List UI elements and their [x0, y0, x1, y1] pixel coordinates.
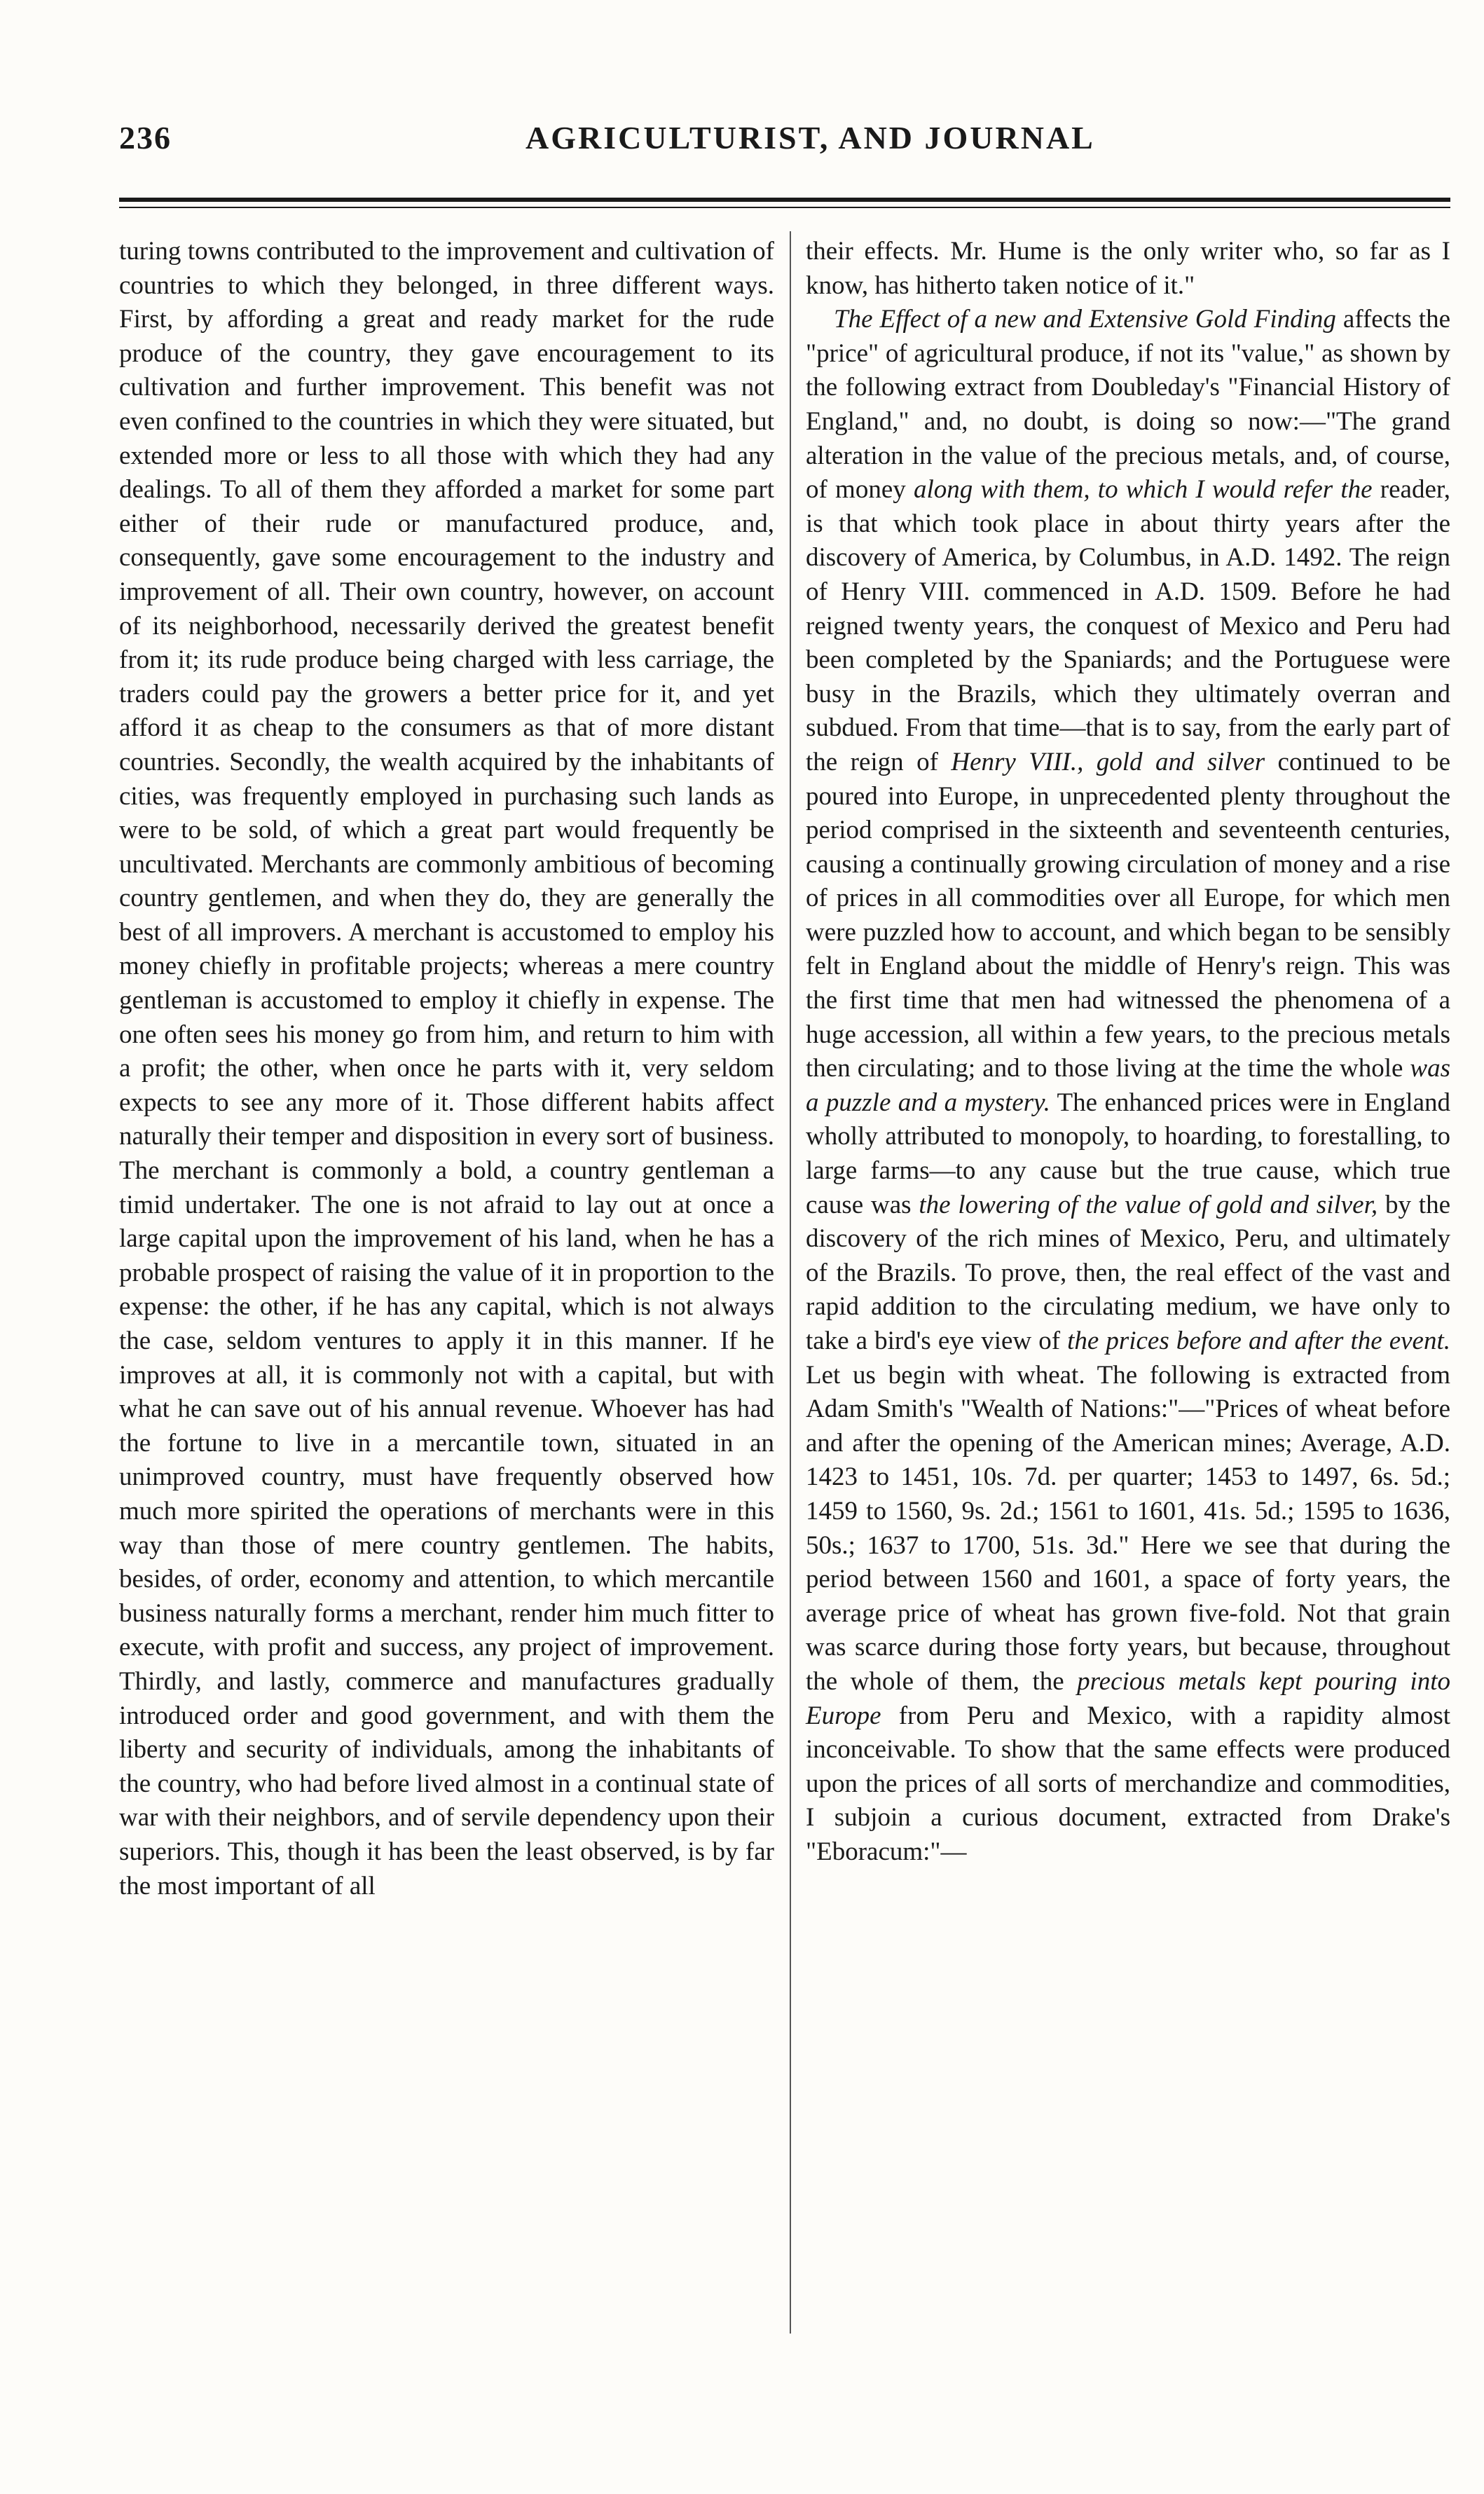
header-rule-thick	[119, 198, 1450, 202]
text-segment-k: Let us begin with wheat. The following is extracted from Adam Smith's "Wealth of Nations:"—"Prices of wheat before and after the opening of the American mines; Average, A.D. 1423 to 1451, 10s. 7d. per quarter; 1453 to 1497, 6s. 5d.; 1459 to 1560, 9s. 2d.; 1561 to 1601, 41s. 5d.; 1595 to 1636, 50s.; 1637 to 1700, 51s. 3d." Here we see that during the period between 1560 and 1601, a space of forty years, the average price of wheat has grown five-fold. Not that grain was scarce during those forty years, but because, throughout the whole of them, the	[806, 1360, 1450, 1696]
italic-segment-b: along with them, to which I would refer the	[913, 475, 1373, 505]
right-paragraph-2	[806, 303, 1450, 1869]
text-segment-m: from Peru and Mexico, with a rapidity almost inconceivable. To show that the same effects were produced upon the prices of all sorts of merchandize and commodities, I subjoin a curious document, extracted from Drake's "Eboracum:"—	[806, 1701, 1450, 1866]
italic-segment-f: was a puzzle and a mystery.	[806, 1054, 1450, 1117]
left-column-text: turing towns contributed to the improvement and cultivation of countries to which they belonged, in three different ways. First, by affording a great and ready market for the rude produce of the country, they gave encouragement to its cultivation and further improvement. This benefit was not even confined to the countries in which they were situated, but extended more or less to all those with which they had any dealings. To all of them they afforded a market for some part either of their rude or manufactured produce, and, consequently, gave some encouragement to the industry and improvement of all. Their own country, however, on account of its neighborhood, necessarily derived the greatest benefit from it; its rude produce being charged with less carriage, the traders could pay the growers a better price for it, and yet afford it as cheap to the consumers as that of more distant countries. Secondly, the wealth acquired by the inhabitants of cities, was frequently employed in purchasing such lands as were to be sold, of which a great part would frequently be uncultivated. Merchants are commonly ambitious of becoming country gentlemen, and when they do, they are generally the best of all improvers. A merchant is accustomed to employ his money chiefly in profitable projects; whereas a mere country gentleman is accustomed to employ it chiefly in expense. The one often sees his money go from him, and return to him with a profit; the other, when once he parts with it, very seldom expects to see any more of it. Those different habits affect naturally their temper and disposition in every sort of business. The merchant is commonly a bold, a country gentleman a timid undertaker. The one is not afraid to lay out at once a large capital upon the improvement of his land, when he has a probable prospect of raising the value of it in proportion to the expense: the other, if he has any capital, which is not always the case, seldom ventures to apply it in this manner. If he improves at all, it is commonly not with a capital, but with what he can save out of his annual revenue. Whoever has had the fortune to live in a mercantile town, situated in an unimproved country, must have frequently observed how much more spirited the operations of merchants were in this way than those of mere country gentlemen. The habits, besides, of order, economy and attention, to which mercantile business naturally forms a merchant, render him much fitter to execute, with profit and success, any project of improvement. Thirdly, and lastly, commerce and manufactures gradually introduced order and good government, and with them the liberty and security of individuals, among the inhabitants of the country, who had before lived almost in a continual state of war with their neighbors, and of servile dependency upon their superiors. This, though it has been the least observed, is by far the most important of all	[119, 237, 774, 1900]
text-segment-i: by the discovery of the rich mines of Mexico, Peru, and ultimately of the Brazils. To prove, then, the real effect of the vast and rapid addition to the circulating medium, we have only to take a bird's eye view of	[806, 1190, 1450, 1355]
italic-segment-j: the prices before and after the event.	[1067, 1327, 1450, 1355]
italic-segment-d: Henry VIII., gold and silver	[951, 747, 1265, 776]
text-segment-c: reader, is that which took place in about thirty years after the discovery of America, by Columbus, in A.D. 1492. The reign of Henry VIII. commenced in A.D. 1509. Before he had reigned twenty years, the conquest of Mexico and Peru had been completed by the Spaniards; and the Portuguese were busy in the Brazils, which they ultimately overran and subdued. From that time—that is to say, from the early part of the reign of	[806, 475, 1450, 776]
text-segment-e: continued to be poured into Europe, in unprecedented plenty throughout the period comprised in the sixteenth and seventeenth centuries, causing a continually growing circulation of money and a rise of prices in all commodities over all Europe, for which men were puzzled how to account, and which began to be sensibly felt in England about the middle of Henry's reign. This was the first time that men had witnessed the phenomena of a huge accession, all within a few years, to the precious metals then circulating; and to those living at the time the whole	[806, 747, 1451, 1083]
column-divider	[790, 231, 791, 2334]
page-number: 236	[119, 120, 172, 156]
page-header	[119, 105, 1450, 168]
header-rule-thin	[119, 207, 1450, 208]
text-segment-a: affects the "price" of agricultural produce, if not its "value," as shown by the following extract from Doubleday's "Financial History of England," and, no doubt, is doing so now:—"The grand alteration in the value of the precious metals, and, of course, of money	[806, 305, 1451, 505]
left-column	[119, 235, 774, 1903]
right-column	[806, 235, 1450, 1870]
italic-segment-h: the lowering of the value of gold and silver,	[919, 1190, 1378, 1219]
gold-finding-heading: The Effect of a new and Extensive Gold Finding	[834, 305, 1336, 334]
text-segment-g: The enhanced prices were in England wholly attributed to monopoly, to hoarding, to forestalling, to large farms—to any cause but the true cause, which true cause was	[806, 1088, 1451, 1219]
running-head: AGRICULTURIST, AND JOURNAL	[525, 120, 1095, 156]
italic-segment-l: precious metals kept pouring into Europe	[806, 1666, 1450, 1730]
right-paragraph-1: their effects. Mr. Hume is the only writer who, so far as I know, has hitherto taken notice of it."	[806, 237, 1450, 300]
